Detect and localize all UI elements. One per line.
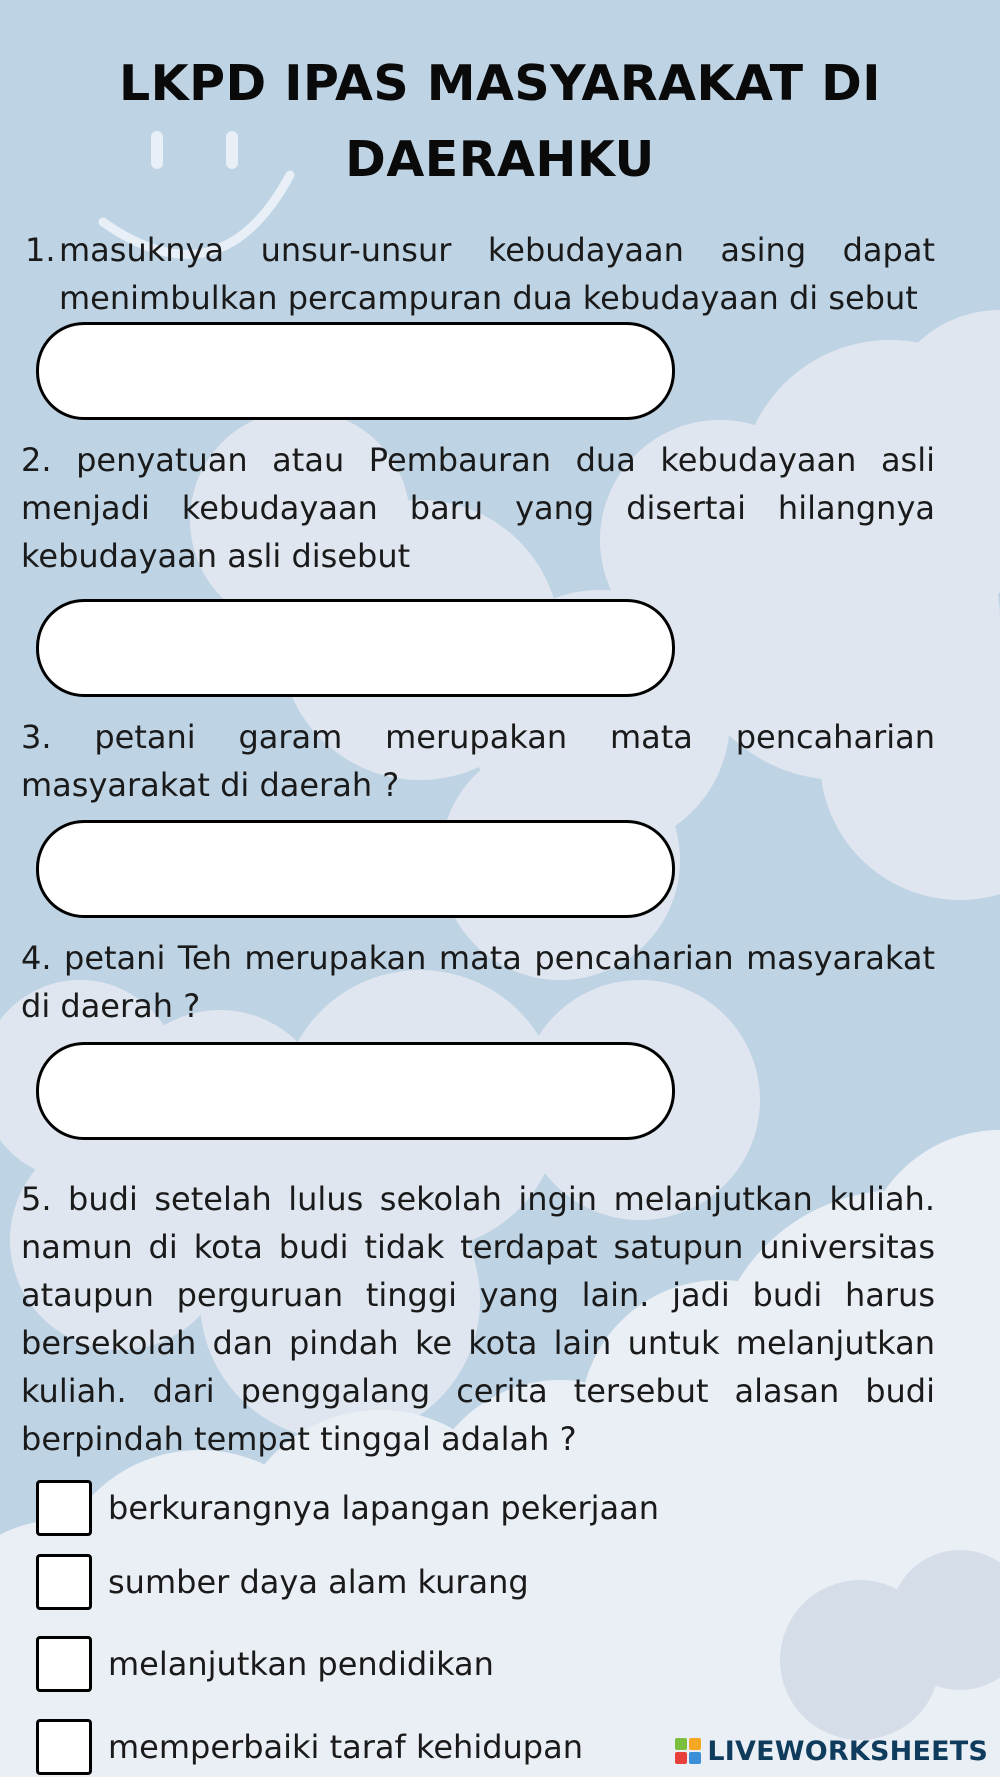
- question-1-number: 1.: [25, 231, 56, 269]
- answer-field-4[interactable]: [36, 1042, 675, 1140]
- option-2-checkbox[interactable]: [36, 1554, 92, 1610]
- liveworksheets-icon: [675, 1738, 701, 1764]
- option-3-label: melanjutkan pendidikan: [108, 1645, 494, 1683]
- option-1-label: berkurangnya lapangan pekerjaan: [108, 1489, 660, 1527]
- answer-field-3[interactable]: [36, 820, 675, 918]
- option-1-checkbox[interactable]: [36, 1480, 92, 1536]
- question-2-text: 2. penyatuan atau Pembauran dua kebudayaan asli menjadi kebudayaan baru yang disertai hilangnya kebudayaan asli disebut: [21, 441, 935, 575]
- question-1-text: masuknya unsur-unsur kebudayaan asing dapat menimbulkan percampuran dua kebudayaan di sebut: [59, 231, 935, 317]
- question-5-text: 5. budi setelah lulus sekolah ingin melanjutkan kuliah. namun di kota budi tidak terdapat satupun universitas ataupun perguruan tinggi yang lain. jadi budi harus bersekolah dan pindah ke kota lain untuk melanjutkan kuliah. dari penggalang cerita tersebut alasan budi berpindah tempat tinggal adalah ?: [21, 1180, 935, 1458]
- option-4[interactable]: [36, 1718, 583, 1776]
- brand-logo[interactable]: [675, 1731, 988, 1771]
- option-1[interactable]: [36, 1479, 659, 1537]
- brand-name: LIVEWORKSHEETS: [707, 1735, 988, 1767]
- option-2[interactable]: [36, 1553, 529, 1611]
- option-2-label: sumber daya alam kurang: [108, 1563, 529, 1601]
- option-4-label: memperbaiki taraf kehidupan: [108, 1728, 583, 1766]
- option-4-checkbox[interactable]: [36, 1719, 92, 1775]
- option-3[interactable]: [36, 1635, 494, 1693]
- option-3-checkbox[interactable]: [36, 1636, 92, 1692]
- answer-field-1[interactable]: [36, 322, 675, 420]
- question-3-text: 3. petani garam merupakan mata pencaharian masyarakat di daerah ?: [21, 718, 935, 804]
- answer-field-2[interactable]: [36, 599, 675, 697]
- page-title: LKPD IPAS MASYARAKAT DI DAERAHKU: [118, 55, 882, 188]
- question-1: [25, 226, 935, 322]
- question-4-text: 4. petani Teh merupakan mata pencaharian masyarakat di daerah ?: [21, 939, 935, 1025]
